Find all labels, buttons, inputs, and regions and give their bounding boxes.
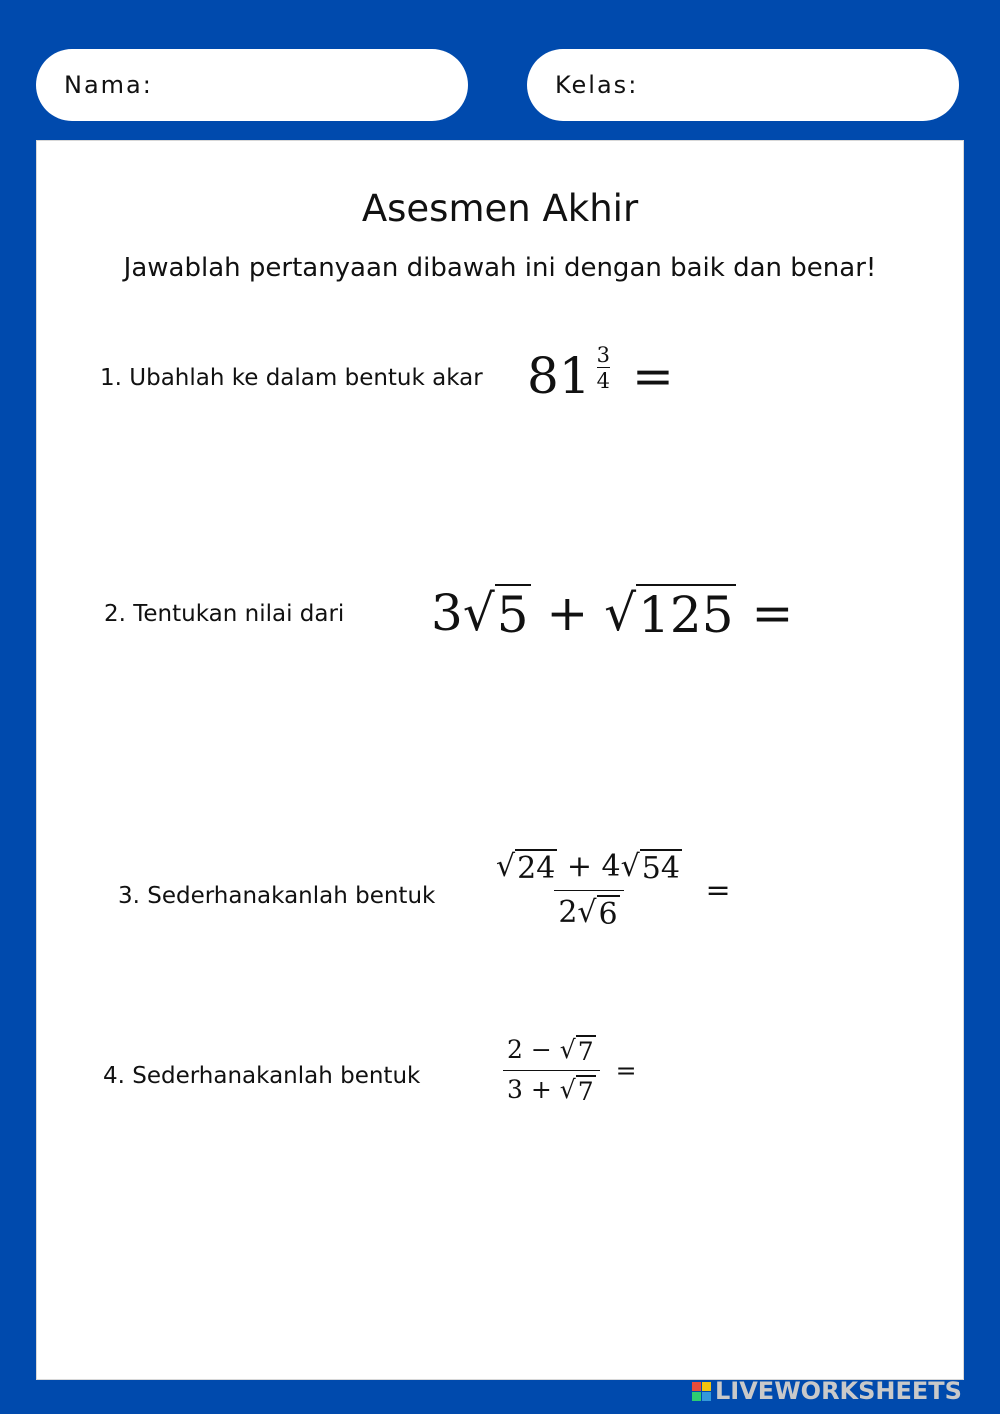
q4-den-term: 3 xyxy=(507,1075,523,1104)
watermark-text: LIVEWORKSHEETS xyxy=(715,1377,962,1405)
q4-equals: = xyxy=(615,1056,637,1085)
question-1-label: 1. Ubahlah ke dalam bentuk akar xyxy=(100,365,483,391)
worksheet-instruction: Jawablah pertanyaan dibawah ini dengan baik dan benar! xyxy=(123,253,877,283)
q3-equals: = xyxy=(705,873,731,908)
q2-sqrt-2: √ 125 xyxy=(604,584,734,644)
name-label: Nama: xyxy=(64,71,153,99)
q3-fraction xyxy=(492,849,686,932)
q3-num-radicand-1: 24 xyxy=(517,851,556,886)
question-3-expression xyxy=(492,849,731,932)
question-1-expression xyxy=(527,343,674,405)
q1-base: 81 xyxy=(527,347,591,405)
question-2-label: 2. Tentukan nilai dari xyxy=(104,601,345,627)
q4-num-radicand: 7 xyxy=(577,1037,594,1066)
q3-denominator: 2 √ 6 xyxy=(554,890,623,932)
q4-minus: − xyxy=(530,1035,552,1064)
q3-den-coefficient: 2 xyxy=(558,895,578,930)
question-4-expression xyxy=(503,1035,637,1106)
worksheet-sheet xyxy=(36,140,964,1380)
q1-equals: = xyxy=(632,347,674,405)
q1-exponent xyxy=(597,343,610,393)
q4-fraction xyxy=(503,1035,600,1106)
class-field[interactable] xyxy=(527,49,959,121)
question-4-label: 4. Sederhanakanlah bentuk xyxy=(103,1063,421,1089)
class-label: Kelas: xyxy=(555,71,639,99)
q3-num-coefficient: 4 xyxy=(601,849,621,884)
q2-coefficient: 3 xyxy=(431,584,463,642)
q4-num-term: 2 xyxy=(507,1035,523,1064)
liveworksheets-logo-icon xyxy=(692,1382,711,1401)
liveworksheets-watermark xyxy=(692,1377,962,1405)
q1-exp-numerator: 3 xyxy=(596,343,610,367)
q2-equals: = xyxy=(751,584,794,642)
name-field[interactable] xyxy=(36,49,468,121)
q2-sqrt-1: √ 5 xyxy=(462,584,529,644)
q2-plus: + xyxy=(546,584,589,642)
q4-plus: + xyxy=(530,1075,552,1104)
q3-den-radicand: 6 xyxy=(598,897,618,932)
q1-exp-denominator: 4 xyxy=(596,369,610,393)
q3-numerator: √ 24 + 4 √ 54 xyxy=(496,849,680,886)
q4-numerator: 2 − √ 7 xyxy=(507,1035,594,1066)
worksheet-title: Asesmen Akhir xyxy=(361,187,639,230)
q2-radicand-2: 125 xyxy=(638,586,734,644)
q4-denominator: 3 + √ 7 xyxy=(503,1070,600,1106)
q2-radicand-1: 5 xyxy=(496,586,529,644)
question-3-label: 3. Sederhanakanlah bentuk xyxy=(118,883,436,909)
q4-den-radicand: 7 xyxy=(577,1077,594,1106)
question-2-expression xyxy=(431,584,793,644)
q3-num-radicand-2: 54 xyxy=(641,851,680,886)
q3-plus: + xyxy=(566,849,592,884)
